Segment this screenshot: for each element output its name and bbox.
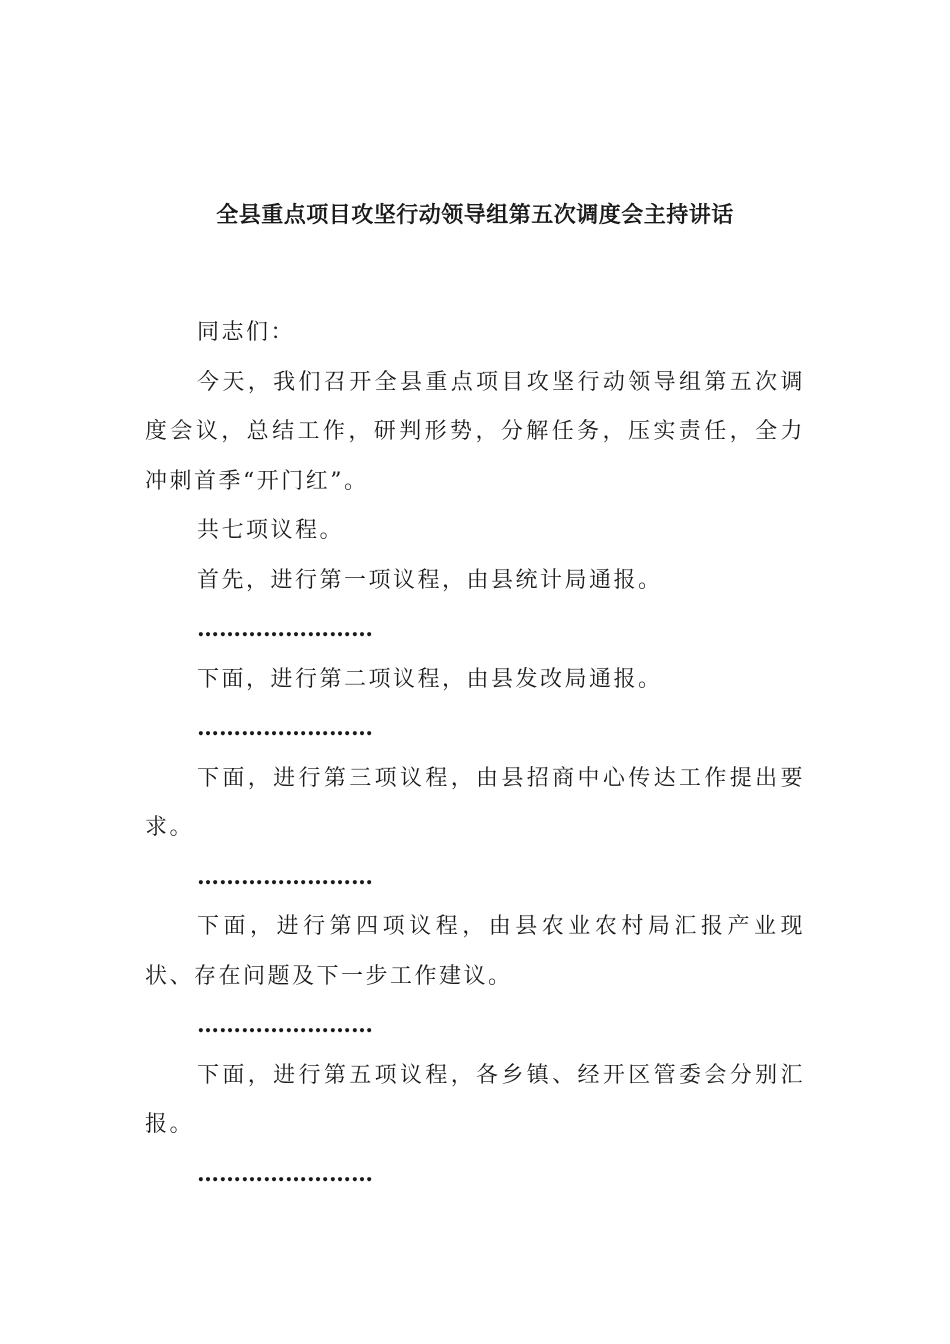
agenda-item-3: 下面，进行第三项议程，由县招商中心传达工作提出要求。 — [145, 765, 805, 840]
agenda-item-2: 下面，进行第二项议程，由县发改局通报。 — [197, 666, 663, 692]
agenda-item-5: 下面，进行第五项议程，各乡镇、经开区管委会分别汇报。 — [145, 1062, 805, 1137]
opening-paragraph: 今天，我们召开全县重点项目攻坚行动领导组第五次调度会议，总结工作，研判形势，分解任务，压实责任，全力冲刺首季“开门红”。 — [145, 369, 805, 494]
ellipsis-separator: …………………… — [197, 1160, 373, 1187]
ellipsis-separator: …………………… — [197, 715, 373, 741]
ellipsis-separator: …………………… — [197, 1012, 373, 1038]
document-title: 全县重点项目攻坚行动领导组第五次调度会主持讲话 — [216, 203, 734, 228]
salutation: 同志们： — [197, 320, 296, 345]
document-body — [145, 308, 805, 1199]
ellipsis-separator: …………………… — [197, 616, 373, 642]
ellipsis-separator: …………………… — [197, 863, 373, 890]
agenda-item-4: 下面，进行第四项议程，由县农业农村局汇报产业现状、存在问题及下一步工作建议。 — [145, 914, 805, 989]
agenda-count: 共七项议程。 — [197, 518, 345, 543]
agenda-item-1: 首先，进行第一项议程，由县统计局通报。 — [197, 567, 663, 593]
